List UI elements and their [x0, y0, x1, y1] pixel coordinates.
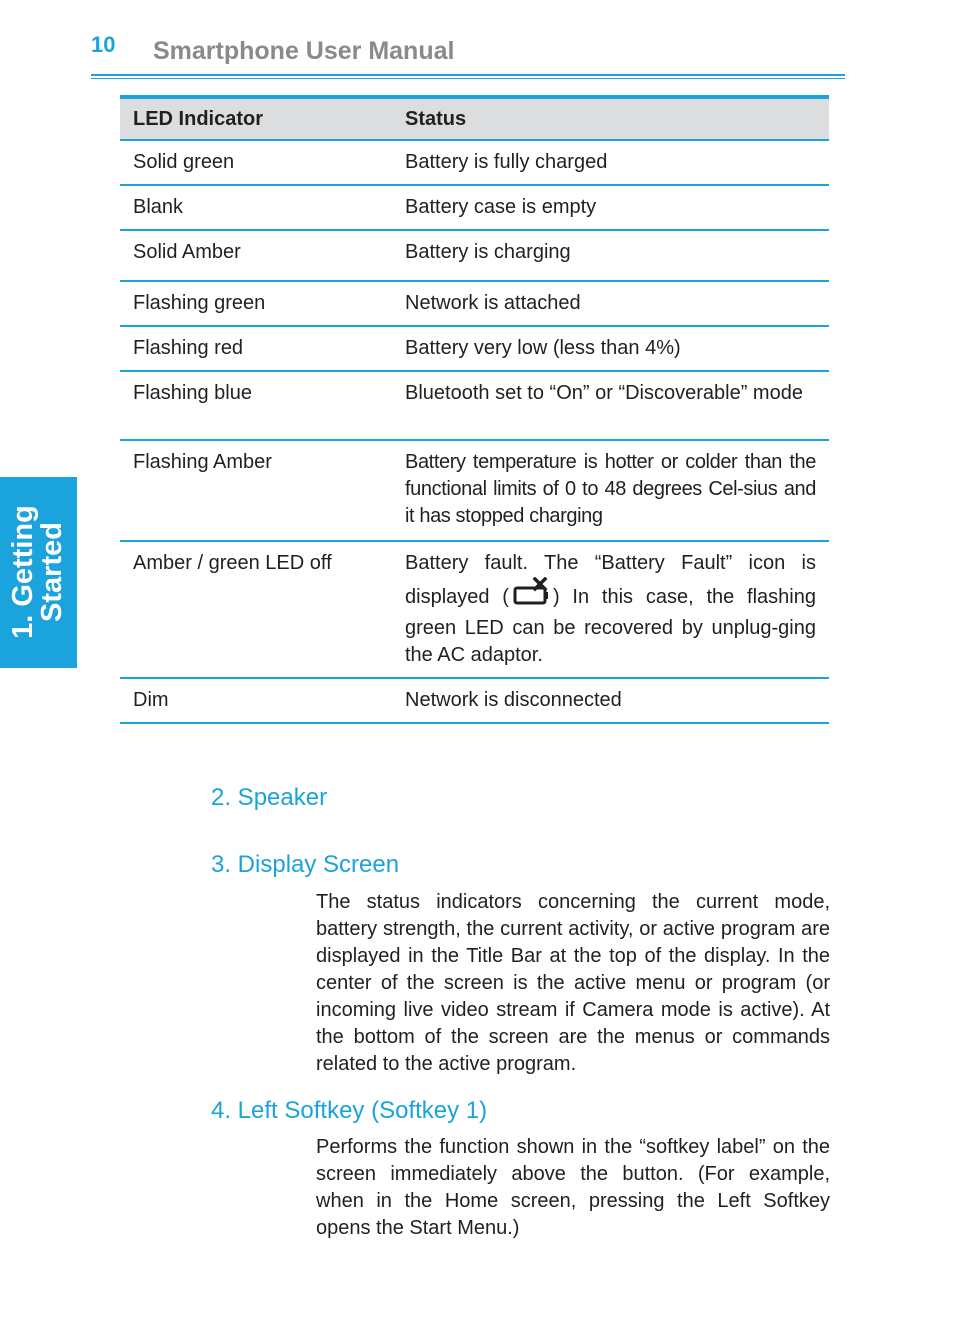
chapter-tab-line-1: 1. Getting [7, 505, 39, 639]
column-header-led-indicator: LED Indicator [133, 108, 264, 130]
table-row [120, 440, 829, 541]
page-number: 10 [91, 32, 116, 57]
status-cell: Battery very low (less than 4%) [405, 337, 681, 359]
status-cell [392, 541, 829, 678]
status-cell: Battery is charging [405, 241, 571, 263]
display-screen-paragraph: The status indicators concerning the current mode, battery strength, the current activity, or active program are displayed in the Title Bar at the top of the display. In the center of the screen is the active menu or program (or incoming live video stream if Camera mode is active). At the bottom of the screen are the menus or commands related to the active program. [316, 891, 830, 1075]
led-indicator-table [120, 95, 829, 724]
led-indicator-cell: Solid Amber [133, 241, 241, 263]
chapter-tab-label [9, 505, 67, 639]
status-cell: Network is disconnected [405, 689, 622, 711]
led-indicator-cell: Amber / green LED off [133, 552, 332, 574]
section-heading-speaker: 2. Speaker [211, 784, 328, 811]
section-heading-display-screen: 3. Display Screen [211, 851, 400, 878]
left-softkey-paragraph: Performs the function shown in the “softkey label” on the screen immediately above the button. (For example, when in the Home screen, pressing the Left Softkey opens the Start Menu.) [316, 1136, 830, 1239]
manual-title: Smartphone User Manual [153, 37, 455, 65]
header-rule-thin [91, 78, 845, 79]
column-header-status: Status [405, 108, 467, 130]
table-header-row [120, 97, 829, 140]
chapter-tab-line-2: Started [36, 522, 68, 622]
led-indicator-cell: Blank [133, 196, 184, 218]
led-indicator-cell: Flashing green [133, 292, 266, 314]
status-cell: Network is attached [405, 292, 581, 314]
table-row [120, 230, 829, 281]
status-cell: Battery case is empty [405, 196, 597, 218]
table-row [120, 541, 829, 678]
led-indicator-cell: Dim [133, 689, 169, 711]
led-indicator-cell: Flashing red [133, 337, 244, 359]
table-row [120, 326, 829, 371]
led-indicator-cell: Flashing Amber [133, 451, 272, 473]
header-rule [91, 74, 845, 76]
led-indicator-cell: Flashing blue [133, 382, 252, 404]
led-indicator-cell: Solid green [133, 151, 235, 173]
table-row [120, 371, 829, 440]
table-row [120, 281, 829, 326]
status-cell: Battery temperature is hotter or colder than the functional limits of 0 to 48 degrees Cel-sius and it has stopped charging [405, 451, 816, 527]
status-cell: Battery is fully charged [405, 151, 608, 173]
status-cell: Bluetooth set to “On” or “Discoverable” mode [405, 382, 803, 404]
status-text-after-icon: ) In this case, the flashing green LED can be recovered by unplug-ging the AC adaptor. [405, 586, 816, 666]
chapter-side-tab [0, 477, 77, 668]
section-heading-left-softkey: 4. Left Softkey (Softkey 1) [211, 1097, 488, 1124]
table-row [120, 185, 829, 230]
table-row [120, 140, 829, 185]
battery-fault-icon [513, 577, 549, 615]
table-row [120, 678, 829, 723]
status-text-before-icon: Battery fault. The “Battery Fault” icon is displayed ( [405, 552, 816, 608]
